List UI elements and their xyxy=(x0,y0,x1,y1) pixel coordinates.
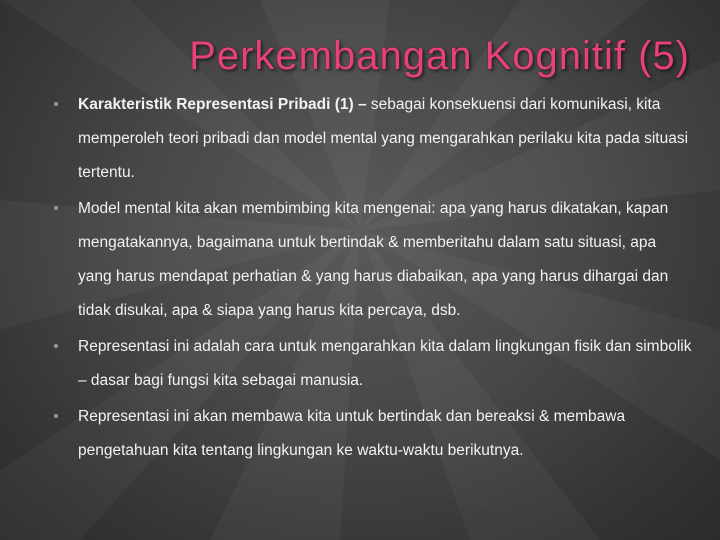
bullet-dot-icon xyxy=(54,414,58,418)
bullet-list xyxy=(54,88,694,468)
bullet-text: Model mental kita akan membimbing kita mengenai: apa yang harus dikatakan, kapan mengatakannya, bagaimana untuk bertindak & memberitahu dalam satu situasi, apa yang harus mendapat perhatian & yang harus diabaikan, apa yang harus dihargai dan tidak disukai, apa & siapa yang harus kita percaya, dsb. xyxy=(78,200,669,319)
bullet-dot-icon xyxy=(54,102,58,106)
bullet-item xyxy=(54,400,694,468)
bullet-dot-icon xyxy=(54,206,58,210)
slide-title: Perkembangan Kognitif (5) xyxy=(189,34,690,78)
bullet-lead: Karakteristik Representasi Pribadi (1) – xyxy=(78,96,367,113)
bullet-item xyxy=(54,88,694,190)
bullet-text: Representasi ini adalah cara untuk mengarahkan kita dalam lingkungan fisik dan simbolik – dasar bagi fungsi kita sebagai manusia. xyxy=(78,338,692,389)
bullet-dot-icon xyxy=(54,344,58,348)
bullet-item xyxy=(54,330,694,398)
bullet-item xyxy=(54,192,694,328)
bullet-text: sebagai konsekuensi dari komunikasi, kita memperoleh teori pribadi dan model mental yang mengarahkan perilaku kita pada situasi tertentu. xyxy=(78,96,689,181)
bullet-text: Representasi ini akan membawa kita untuk bertindak dan bereaksi & membawa pengetahuan kita tentang lingkungan ke waktu-waktu berikutnya. xyxy=(78,408,626,459)
